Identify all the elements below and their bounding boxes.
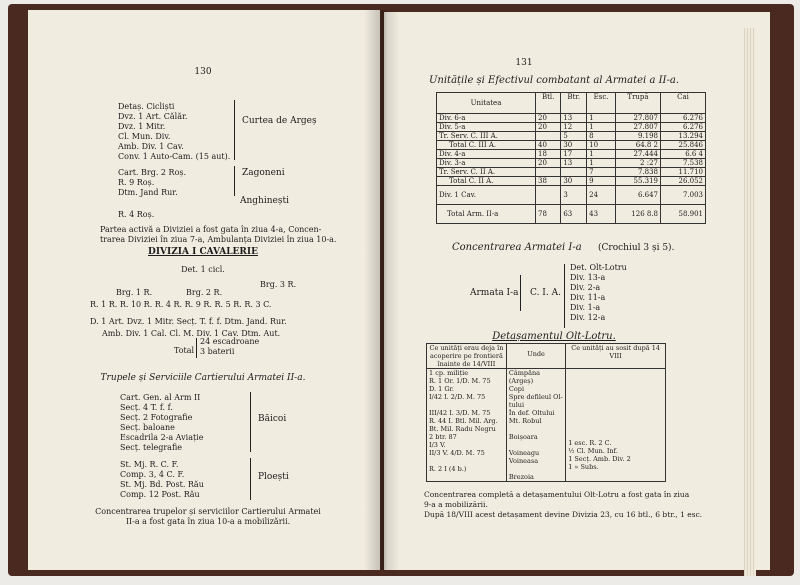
- unit-line: Dvz. 1 Art. Călăr.: [118, 112, 188, 121]
- unit-line: Cart. Gen. al Arm II: [120, 393, 201, 402]
- total-items: [200, 337, 259, 357]
- table-cell: 78: [536, 205, 561, 224]
- table-row: [437, 205, 706, 224]
- total-item: 24 escadroane: [200, 337, 260, 346]
- text-line: Concentrarea trupelor și serviciilor Cartierului Armatei: [95, 507, 321, 516]
- unit-line: Conv. 1 Auto-Cam. (15 aut).: [118, 152, 231, 161]
- cav-line: Brg. 2 R.: [186, 288, 223, 297]
- page-number-left: 130: [194, 67, 212, 77]
- unit-line: Secț. 2 Fotografie: [120, 413, 193, 422]
- book-gutter: [364, 10, 400, 570]
- unit-line: Amb. Div. 1 Cav.: [118, 142, 184, 151]
- unit-line: Div. 12-a: [570, 313, 606, 322]
- table-row: [437, 150, 706, 159]
- cell-line: Boișoara: [508, 433, 538, 441]
- table-cell: [536, 186, 561, 205]
- column-header: Ce unități erau deja în acoperire pe frontieră înainte de 14/VIII: [427, 344, 507, 369]
- baicoi-units: [120, 393, 203, 453]
- table-cell: 27.807: [616, 114, 661, 123]
- unit-line: Secț. telegrafie: [120, 443, 183, 452]
- table-cell: 7.003: [661, 186, 706, 205]
- cav-line: Det. 1 cicl.: [181, 265, 225, 274]
- table-row: [437, 114, 706, 123]
- table-header-row: [427, 344, 666, 369]
- unit-line: Dtm. Jand Rur.: [118, 188, 178, 197]
- cell-line: Brezoia: [508, 473, 534, 481]
- table-cell: 18: [536, 150, 561, 159]
- table-cell: 3: [561, 186, 587, 205]
- column-header: Unde: [506, 344, 565, 369]
- brace: [234, 166, 235, 196]
- cav-line: D. 1 Art. Dvz. 1 Mitr. Secț. T. f. f. Dtm. Jand. Rur.: [90, 317, 287, 326]
- text-line: Concentrarea completă a detașamentului Olt-Lotru a fost gata în ziua: [424, 490, 690, 499]
- place-ploesti: Ploești: [258, 472, 289, 482]
- table-cell: 8: [587, 132, 616, 141]
- table-cell: 24: [587, 186, 616, 205]
- cell-line: Mt. Robul: [508, 417, 542, 425]
- table-cell: Div. 1 Cav.: [437, 186, 536, 205]
- table-cell: Total C. III A.: [437, 141, 536, 150]
- text-line: trarea Diviziei în ziua 7-a, Ambulanța Diviziei în ziua 10-a.: [100, 235, 337, 244]
- table-cell: Div. 4-a: [437, 150, 536, 159]
- column-header: Btr.: [561, 93, 587, 114]
- table-cell: 63: [561, 205, 587, 224]
- cell-line: [429, 401, 504, 409]
- unit-line: Det. Olt-Lotru: [570, 263, 627, 272]
- cell-line: Voineasa: [508, 457, 539, 465]
- brace: [250, 458, 251, 500]
- table-cell: 27.807: [616, 123, 661, 132]
- table-cell: 6.647: [616, 186, 661, 205]
- total-label: Total: [174, 346, 195, 355]
- brace: [234, 100, 235, 160]
- unit-line: Detaș. Cicliști: [118, 102, 175, 111]
- table-cell: [536, 168, 561, 177]
- cell-line: II/3 V. 4/D. M. 75: [429, 449, 485, 457]
- unit-line: R. 9 Roș.: [118, 178, 155, 187]
- heading-detasament: Detașamentul Olt-Lotru.: [492, 331, 616, 342]
- unit-line: Cl. Mun. Div.: [118, 132, 171, 141]
- table-cell: 1: [587, 159, 616, 168]
- cell-line: tului: [508, 401, 525, 409]
- table-row: [437, 159, 706, 168]
- cav-line: Brg. 1 R.: [116, 288, 153, 297]
- table-cell: 6.276: [661, 123, 706, 132]
- cell-line: 2 btr. 87: [429, 433, 457, 441]
- text-line: II-a a fost gata în ziua 10-a a mobilizării.: [125, 517, 291, 526]
- heading-note: (Crochiul 3 și 5).: [598, 243, 675, 253]
- table-cell: 7: [587, 168, 616, 177]
- brace: [250, 392, 251, 452]
- cell-line: 1 cp. miliție: [429, 369, 469, 377]
- cell-line: Copi: [508, 385, 525, 393]
- column-header: Btl.: [536, 93, 561, 114]
- cell-line: Bt. Mil. Radu Negru: [429, 425, 496, 433]
- cell-line: Câmpăna (Argeș): [508, 369, 541, 385]
- heading-concentrarea: Concentrarea Armatei I-a: [452, 242, 582, 253]
- table-cell: 1: [587, 123, 616, 132]
- table-cell: 20: [536, 159, 561, 168]
- table-cell: 1: [587, 114, 616, 123]
- table-cell: 6.276: [661, 114, 706, 123]
- table-cell: 2 :27: [616, 159, 661, 168]
- cell-line: [509, 425, 563, 433]
- table-row: [437, 168, 706, 177]
- table-cell: 13: [561, 114, 587, 123]
- column-header: Cai: [661, 93, 706, 114]
- table-cell: Tr. Serv. C. II A.: [437, 168, 536, 177]
- table-cell: 9.198: [616, 132, 661, 141]
- table-cell: [536, 132, 561, 141]
- column-header: Ce unități au sosit după 14 VIII: [566, 344, 666, 369]
- table-row: [437, 186, 706, 205]
- cell-spacer: [568, 369, 663, 439]
- table-cell: [561, 168, 587, 177]
- table-cell: [506, 369, 565, 482]
- cell-line: În def. Oltului: [508, 409, 555, 417]
- place-baicoi: Băicoi: [258, 414, 287, 424]
- unit-line: Dvz. 1 Mitr.: [118, 122, 166, 131]
- table-cell: 20: [536, 114, 561, 123]
- table-cell: Div. 6-a: [437, 114, 536, 123]
- trupele-heading: Trupele și Serviciile Cartierului Armatei II-a.: [100, 373, 306, 383]
- table-cell: 25.846: [661, 141, 706, 150]
- table-cell: 11.710: [661, 168, 706, 177]
- table-cell: Total Arm. II-a: [437, 205, 536, 224]
- table-cell: 20: [536, 123, 561, 132]
- table-cell: 26.052: [661, 177, 706, 186]
- unit-line: St. Mj. Bd. Post. Rău: [120, 480, 204, 489]
- ploesti-units: [120, 460, 204, 500]
- left-page: [28, 10, 380, 570]
- right-page: [384, 12, 770, 570]
- page-number-right: 131: [515, 58, 533, 68]
- unit-line: Div. 2-a: [570, 283, 601, 292]
- detasament-table: [426, 343, 666, 482]
- table-cell: 126 8.8: [616, 205, 661, 224]
- cell-line: I/3 V.: [429, 441, 446, 449]
- cell-line: R. 2 I (4 b.): [429, 465, 467, 473]
- page-edges: [744, 28, 756, 576]
- table-cell: 64.8 2: [616, 141, 661, 150]
- table-cell: 7.538: [661, 159, 706, 168]
- table-cell: 30: [561, 177, 587, 186]
- unit-line: Comp. 3, 4 C. F.: [120, 470, 185, 479]
- cell-line: Voineagu: [508, 449, 540, 457]
- cell-line: 1 Secț. Amb. Div. 2: [568, 455, 631, 463]
- table-cell: 27.444: [616, 150, 661, 159]
- cell-line: [429, 457, 504, 465]
- table-cell: 38: [536, 177, 561, 186]
- table-cell: 43: [587, 205, 616, 224]
- unit-line: Cart. Brg. 2 Roș.: [118, 168, 187, 177]
- curtea-units: [118, 102, 230, 162]
- column-header: Trupă: [616, 93, 661, 114]
- place-zagoneni: Zagoneni: [242, 168, 285, 178]
- cell-line: Spre defileul Ol-: [508, 393, 563, 401]
- total-item: 3 baterii: [200, 347, 235, 356]
- cell-line: 1 esc. R. 2 C.: [568, 439, 612, 447]
- text-line: 9-a a mobilizării.: [424, 500, 488, 509]
- table-row: [437, 132, 706, 141]
- paragraph-cartier: [78, 507, 338, 527]
- table-row: [437, 177, 706, 186]
- table-cell: 10: [587, 141, 616, 150]
- brace: [196, 338, 197, 358]
- cell-line: [509, 441, 563, 449]
- table-cell: 6.6 4: [661, 150, 706, 159]
- text-line: Partea activă a Diviziei a fost gata în ziua 4-a, Concen-: [100, 225, 322, 234]
- table-cell: 9: [587, 177, 616, 186]
- cia-label: C. I. A.: [530, 288, 561, 298]
- unit-line: Comp. 12 Post. Rău: [120, 490, 200, 499]
- brace: [520, 275, 521, 311]
- unit-r4: R. 4 Roș.: [118, 210, 155, 219]
- cav-line: Brg. 3 R.: [260, 280, 297, 289]
- table-cell: Total C. II A.: [437, 177, 536, 186]
- column-header: Esc.: [587, 93, 616, 114]
- efectiv-table: [436, 92, 706, 224]
- table-cell: 30: [561, 141, 587, 150]
- cell-line: D. 1 Gr.: [429, 385, 454, 393]
- zagoneni-units: [118, 168, 186, 198]
- table-cell: 58.901: [661, 205, 706, 224]
- paragraph-divizia23: După 18/VIII acest detașament devine Divizia 23, cu 16 btl., 6 btr., 1 esc.: [424, 510, 703, 519]
- cell-line: 1 » Subs.: [568, 463, 599, 471]
- unit-line: Secț. 4 T. f. f.: [120, 403, 173, 412]
- cell-line: R. 1 Or. 1/D. M. 75: [429, 377, 491, 385]
- cell-line: ½ Cl. Mun. Inf.: [568, 447, 618, 455]
- table-cell: Tr. Serv. C. III A.: [437, 132, 536, 141]
- table-cell: 7.838: [616, 168, 661, 177]
- brace: [564, 264, 565, 328]
- cell-line: I/42 I. 2/D. M. 75: [429, 393, 486, 401]
- unit-line: St. Mj. R. C. F.: [120, 460, 179, 469]
- cell-line: [509, 465, 563, 473]
- paragraph-activation: [100, 225, 336, 245]
- unit-line: Secț. baloane: [120, 423, 175, 432]
- table-row: [437, 123, 706, 132]
- cell-line: III/42 I. 3/D. M. 75: [429, 409, 491, 417]
- table-cell: 13.294: [661, 132, 706, 141]
- table-cell: 40: [536, 141, 561, 150]
- table-cell: 1: [587, 150, 616, 159]
- table-cell: 13: [561, 159, 587, 168]
- table-row: [437, 141, 706, 150]
- unit-line: Div. 1-a: [570, 303, 601, 312]
- table-cell: Div. 3-a: [437, 159, 536, 168]
- place-anghinesti: Anghinești: [240, 196, 289, 206]
- table-row: [427, 369, 666, 482]
- unit-line: Div. 13-a: [570, 273, 606, 282]
- unit-line: Escadrila 2-a Aviație: [120, 433, 204, 442]
- cav-line: Amb. Div. 1 Cal. Cl. M. Div. 1 Cav. Dtm. Aut.: [102, 329, 281, 338]
- heading-unitati: Unitățile și Efectivul combatant al Armatei a II-a.: [428, 75, 679, 86]
- unit-line: Div. 11-a: [570, 293, 606, 302]
- paragraph-complete: [424, 490, 689, 510]
- table-cell: 55.319: [616, 177, 661, 186]
- cia-units: [570, 263, 627, 323]
- table-cell: 17: [561, 150, 587, 159]
- table-cell: [427, 369, 507, 482]
- table-cell: [566, 369, 666, 482]
- armata-label: Armata I-a: [470, 288, 519, 298]
- place-curtea: Curtea de Argeș: [242, 116, 317, 126]
- divizia-heading: DIVIZIA I CAVALERIE: [148, 247, 258, 257]
- table-cell: Div. 5-a: [437, 123, 536, 132]
- cav-line: R. 1 R. R. 10 R. R. 4 R. R. 9 R. R. 5 R. R. 3 C.: [90, 300, 272, 309]
- table-cell: 5: [561, 132, 587, 141]
- table-cell: 12: [561, 123, 587, 132]
- table-header-row: [437, 93, 706, 114]
- cell-line: R. 44 I. Btl. Mil. Arg.: [429, 417, 498, 425]
- column-header: Unitatea: [437, 93, 536, 114]
